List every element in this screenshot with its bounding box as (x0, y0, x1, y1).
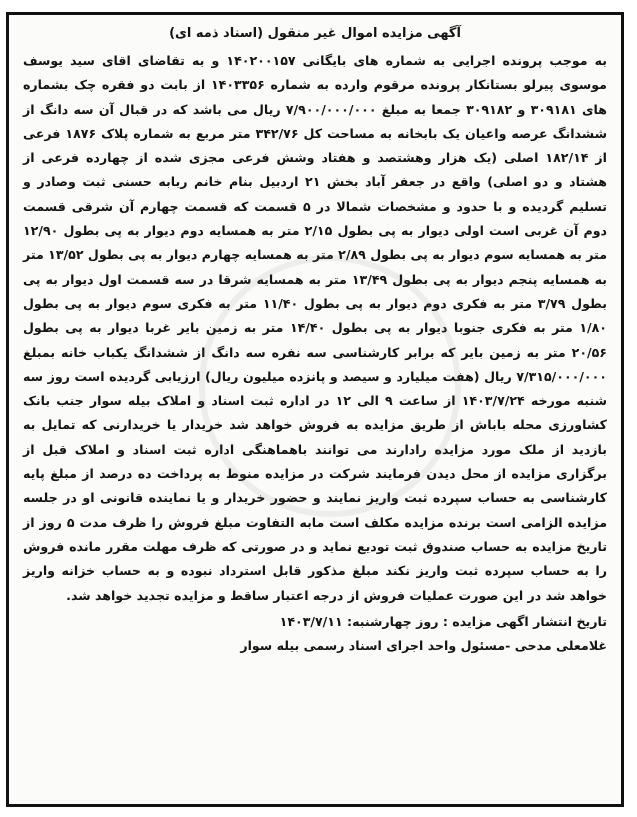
notice-frame (6, 12, 624, 807)
notice-footer (23, 610, 607, 658)
notice-title: آگهی مزایده اموال غیر منقول (اسناد ذمه ای) (169, 26, 461, 41)
signature-line: غلامعلی مدحی -مسئول واحد اجرای اسناد رسمی بیله سوار (240, 637, 607, 653)
notice-body: به موجب پرونده اجرایی به شماره های بایگانی ۱۴۰۲۰۰۱۵۷ و به تقاضای اقای سید یوسف موسوی پیرلو بستانکار پرونده مرقوم وارده به شماره ۱۴۰۳۳۵۶ از بابت دو فقره چک بشماره های ۳۰۹۱۸۱ و ۳۰۹۱۸۲ جمعا به مبلغ ۷/۹۰۰/۰۰۰/۰۰۰ ریال می باشد که در قبال آن سه دانگ از ششدانگ عرصه واعیان یک بابخانه به مساحت کل ۳۴۲/۷۶ متر مربع به شماره پلاک ۱۸۷۶ فرعی از ۱۸۲/۱۴ اصلی (یک هزار وهشتصد و هفتاد وشش فرعی مجزی شده از چهارده فرعی از هشتاد و دو اصلی) واقع در جعفر آباد بخش ۲۱ اردبیل بنام خانم ربابه حسنی ثبت وصادر و تسلیم گردیده و با حدود و مشخصات شمالا در ۵ قسمت که قسمت چهارم آن شرقی قسمت دوم آن غربی است اولی دیوار به پی بطول ۲/۱۵ متر به همسایه دوم دیوار به پی بطول ۱۲/۹۰ متر به همسایه سوم دیوار به پی بطول ۲/۸۹ متر به همسایه چهارم دیوار به پی بطول ۱۳/۵۲ متر به همسایه پنجم دیوار به پی بطول ۱۳/۴۹ متر به همسایه شرقا در سه قسمت اول دیوار به پی بطول ۳/۷۹ متر به فکری دوم دیوار به پی بطول ۱۱/۴۰ متر به فکری سوم دیوار به پی بطول ۱/۸۰ متر به فکری جنوبا دیوار به پی بطول ۱۴/۴۰ متر به زمین بایر غربا دیوار به پی بطول ۲۰/۵۶ متر به زمین بایر که برابر کارشناسی سه نفره سه دانگ از ششدانگ یکباب خانه بمبلغ ۷/۳۱۵/۰۰۰/۰۰۰ ریال (هفت میلیارد و سیصد و پانزده میلیون ریال) ارزیابی گردیده است روز سه شنبه مورخه ۱۴۰۳/۷/۲۴ از ساعت ۹ الی ۱۲ در اداره ثبت اسناد و املاک بیله سوار جنب بانک کشاورزی محله باباش از طریق مزایده به فروش خواهد شد خریدار یا خریدارنی که تمایل به بازدید از ملک مورد مزایده رادارند می توانند باهماهنگی اداره ثبت اسناد و املاک قبل از برگزاری مزایده از محل دیدن فرمایند شرکت در مزایده منوط به پرداخت ده درصد از مبلغ پایه کارشناسی به حساب سپرده ثبت واریز نمایند و حضور خریدار و یا نماینده قانونی او در جلسه مزایده الزامی است برنده مزایده مکلف است مابه التفاوت مبلغ فروش را ظرف مدت ۵ روز از تاریخ مزایده به حساب صندوق ثبت تودیع نماید و در صورتی که ظرف مهلت مقرر مانده فروش را به حساب سپرده ثبت واریز نکند مبلغ مذکور قابل استرداد نبوده و به حساب خزانه واریز خواهد شد در این صورت عملیات فروش از درجه اعتبار ساقط و مزایده تجدید خواهد شد. (23, 53, 608, 603)
publish-date: تاریخ انتشار اگهی مزایده : روز چهارشنبه: ۱۴۰۳/۷/۱۱ (279, 613, 607, 629)
